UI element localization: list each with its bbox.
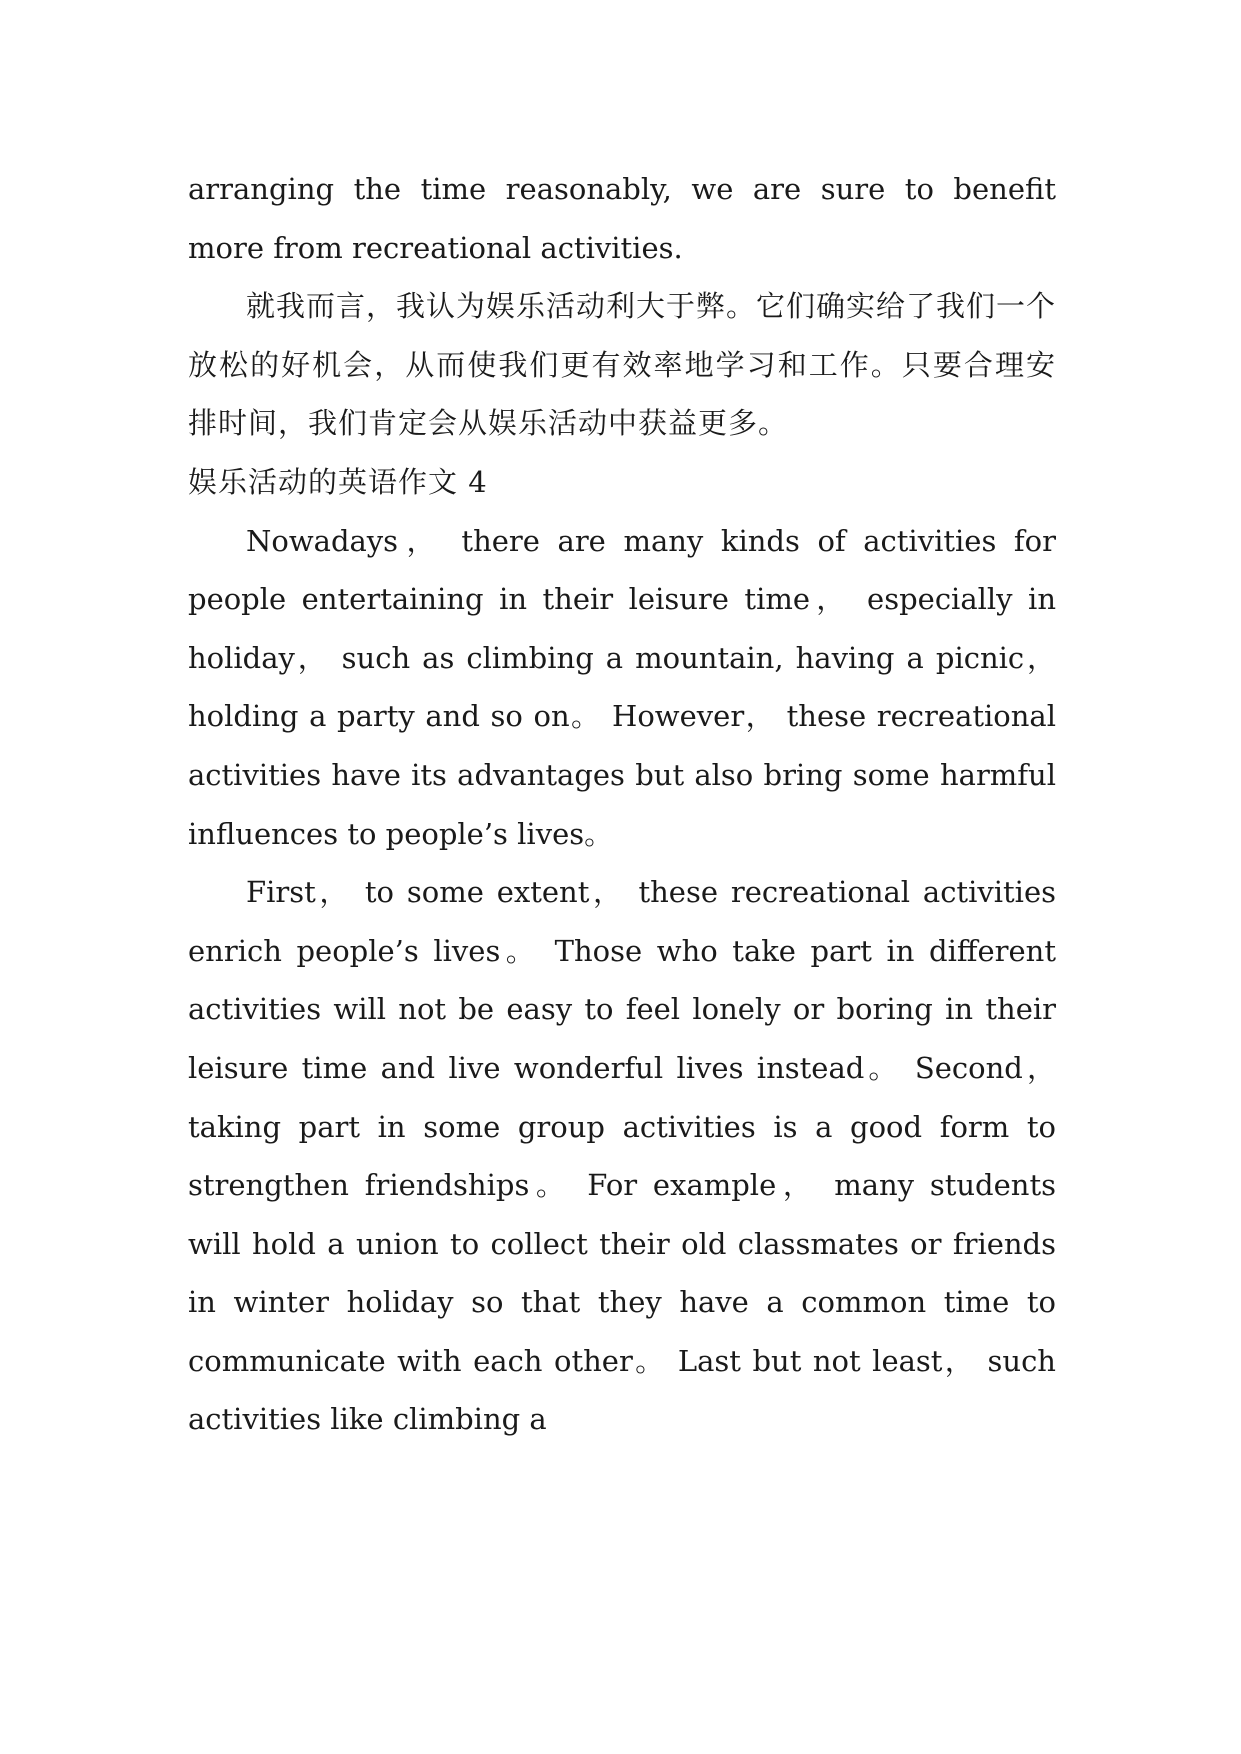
section-heading: 娱乐活动的英语作文 4 — [188, 464, 488, 499]
paragraph-intro: Nowadays， there are many kinds of activities for people entertaining in their leisure time， especially in holiday， such as climbing a mountain, having a picnic， holding a party and so on。 However， these recreational activities have its advantages but also bring some harmful influences to people’s lives。 — [188, 523, 1056, 851]
paragraph-body: First， to some extent， these recreational activities enrich people’s lives。 Those who take part in different activities will not be easy to feel lonely or boring in their leisure time and live wonderful lives instead。 Second， taking part in some group activities is a good form to strengthen friendships。 For example， many students will hold a union to collect their old classmates or friends in winter holiday so that they have a common time to communicate with each other。 Last but not least， such activities like climbing a — [188, 875, 1056, 1437]
paragraph-chinese-translation: 就我而言，我认为娱乐活动利大于弊。它们确实给了我们一个放松的好机会，从而使我们更有效率地学习和工作。只要合理安排时间，我们肯定会从娱乐活动中获益更多。 — [188, 289, 1057, 441]
paragraph-continuation: arranging the time reasonably, we are sure to benefit more from recreational activities. — [188, 172, 1056, 265]
document-body — [188, 160, 1056, 1449]
